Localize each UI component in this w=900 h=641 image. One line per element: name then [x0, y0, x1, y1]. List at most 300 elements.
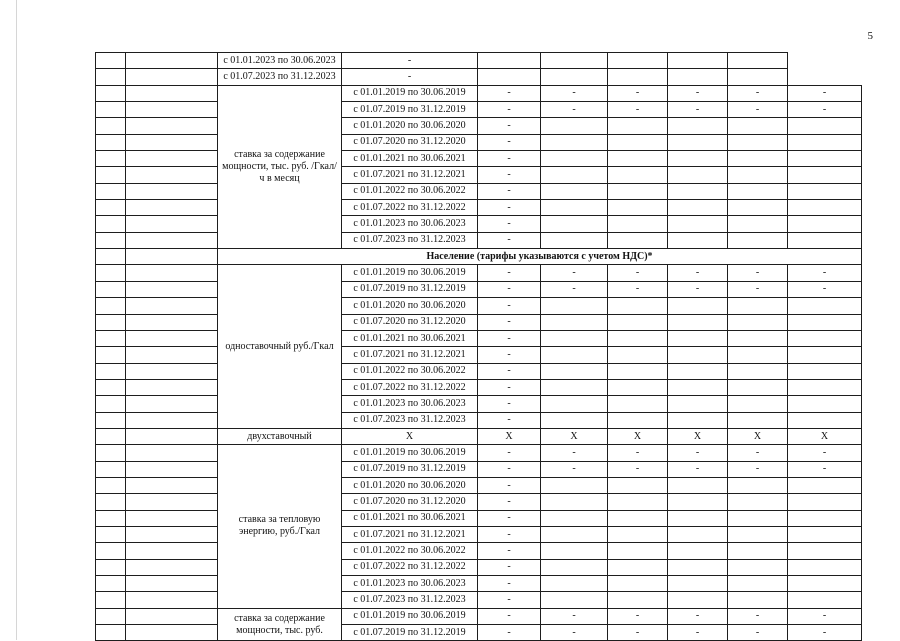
table-row: [96, 608, 862, 624]
value-cell: [608, 232, 668, 248]
organization-cell: [126, 281, 218, 297]
value-cell: [788, 183, 862, 199]
period-cell: с 01.07.2023 по 31.12.2023: [342, 232, 478, 248]
value-cell: [608, 298, 668, 314]
page-number: 5: [867, 30, 873, 42]
table-row: [96, 118, 862, 134]
table-row: [96, 134, 862, 150]
period-cell: с 01.07.2020 по 31.12.2020: [342, 314, 478, 330]
value-cell: [541, 53, 608, 69]
value-cell: [668, 167, 728, 183]
organization-cell: [126, 85, 218, 101]
organization-cell: [126, 298, 218, 314]
organization-cell: [126, 216, 218, 232]
value-cell: [478, 69, 541, 85]
value-cell: [728, 183, 788, 199]
index-cell: [96, 494, 126, 510]
table-row: [96, 445, 862, 461]
value-cell: [728, 118, 788, 134]
value-cell: [788, 576, 862, 592]
value-cell: [668, 232, 728, 248]
value-cell: [728, 412, 788, 428]
value-cell: [541, 559, 608, 575]
value-cell: -: [478, 151, 541, 167]
index-cell: [96, 379, 126, 395]
organization-cell: [126, 102, 218, 118]
organization-cell: [126, 396, 218, 412]
index-cell: [96, 53, 126, 69]
value-cell: [728, 363, 788, 379]
value-cell: -: [668, 102, 728, 118]
index-cell: [96, 510, 126, 526]
period-cell: с 01.01.2019 по 30.06.2019: [342, 608, 478, 624]
value-cell: -: [478, 134, 541, 150]
value-cell: [541, 494, 608, 510]
value-cell: -: [541, 608, 608, 624]
organization-cell: [126, 69, 218, 85]
value-cell: [788, 412, 862, 428]
index-cell: [96, 298, 126, 314]
value-cell: [608, 494, 668, 510]
value-cell: [728, 477, 788, 493]
value-cell: -: [541, 102, 608, 118]
value-cell: [728, 53, 788, 69]
period-cell: с 01.07.2021 по 31.12.2021: [342, 526, 478, 542]
value-cell: -: [478, 216, 541, 232]
value-cell: [728, 200, 788, 216]
index-cell: [96, 592, 126, 608]
value-cell: [788, 347, 862, 363]
value-cell: [608, 200, 668, 216]
value-cell: -: [788, 102, 862, 118]
value-cell: [728, 494, 788, 510]
table-row: [96, 379, 862, 395]
value-cell: -: [541, 281, 608, 297]
value-cell: -: [478, 200, 541, 216]
index-cell: [96, 167, 126, 183]
value-cell: [608, 347, 668, 363]
value-cell: -: [608, 608, 668, 624]
value-cell: [668, 592, 728, 608]
value-cell: [608, 330, 668, 346]
table-row: [96, 559, 862, 575]
value-cell: [608, 216, 668, 232]
period-cell: с 01.01.2022 по 30.06.2022: [342, 183, 478, 199]
value-cell: [788, 216, 862, 232]
value-cell: -: [478, 330, 541, 346]
value-cell: -: [478, 363, 541, 379]
organization-cell: [126, 249, 218, 265]
value-cell: [608, 151, 668, 167]
value-cell: [728, 216, 788, 232]
value-cell: -: [728, 102, 788, 118]
value-cell: [608, 363, 668, 379]
value-cell: -: [541, 461, 608, 477]
table-row: [96, 396, 862, 412]
period-cell: с 01.01.2021 по 30.06.2021: [342, 510, 478, 526]
value-cell: [788, 379, 862, 395]
table-row: [96, 510, 862, 526]
table-row: [96, 526, 862, 542]
period-cell: с 01.07.2023 по 31.12.2023: [342, 412, 478, 428]
period-cell: с 01.01.2023 по 30.06.2023: [218, 53, 342, 69]
index-cell: [96, 102, 126, 118]
table-row: [96, 576, 862, 592]
value-cell: [668, 412, 728, 428]
value-cell: [788, 494, 862, 510]
value-cell: X: [788, 428, 862, 444]
table-row: [96, 330, 862, 346]
organization-cell: [126, 510, 218, 526]
value-cell: [728, 347, 788, 363]
index-cell: [96, 232, 126, 248]
period-cell: с 01.07.2022 по 31.12.2022: [342, 379, 478, 395]
organization-cell: [126, 428, 218, 444]
period-cell: с 01.01.2020 по 30.06.2020: [342, 477, 478, 493]
value-cell: [668, 183, 728, 199]
value-cell: [541, 330, 608, 346]
value-cell: [608, 69, 668, 85]
period-cell: с 01.01.2019 по 30.06.2019: [342, 85, 478, 101]
value-cell: [608, 543, 668, 559]
value-cell: [728, 576, 788, 592]
value-cell: -: [668, 461, 728, 477]
value-cell: -: [478, 592, 541, 608]
value-cell: [668, 477, 728, 493]
organization-cell: [126, 559, 218, 575]
value-cell: -: [478, 543, 541, 559]
value-cell: [728, 167, 788, 183]
index-cell: [96, 118, 126, 134]
value-cell: [728, 69, 788, 85]
organization-cell: [126, 379, 218, 395]
section-row: [96, 249, 862, 265]
parameter-cell: ставка за тепловую энергию, руб./Гкал: [218, 445, 342, 608]
value-cell: [541, 183, 608, 199]
organization-cell: [126, 445, 218, 461]
table-row: [96, 151, 862, 167]
value-cell: [541, 200, 608, 216]
organization-cell: [126, 314, 218, 330]
value-cell: [788, 232, 862, 248]
period-cell: с 01.01.2020 по 30.06.2020: [342, 298, 478, 314]
parameter-cell: ставка за содержание мощности, тыс. руб. /Гкал/ч в месяц: [218, 85, 342, 248]
value-cell: [541, 298, 608, 314]
value-cell: [728, 298, 788, 314]
value-cell: -: [478, 167, 541, 183]
organization-cell: [126, 625, 218, 641]
table-row: [96, 412, 862, 428]
value-cell: -: [478, 608, 541, 624]
period-cell: с 01.01.2021 по 30.06.2021: [342, 330, 478, 346]
table-row: [96, 216, 862, 232]
value-cell: [728, 134, 788, 150]
table-row: [96, 53, 862, 69]
index-cell: [96, 608, 126, 624]
table-row: [96, 102, 862, 118]
value-cell: -: [478, 379, 541, 395]
value-cell: [728, 151, 788, 167]
value-cell: -: [478, 526, 541, 542]
value-cell: [668, 379, 728, 395]
value-cell: [541, 118, 608, 134]
value-cell: [478, 53, 541, 69]
value-cell: -: [608, 102, 668, 118]
tariff-table: [95, 52, 862, 641]
value-cell: [728, 559, 788, 575]
value-cell: [668, 134, 728, 150]
organization-cell: [126, 200, 218, 216]
value-cell: [728, 314, 788, 330]
value-cell: [541, 167, 608, 183]
index-cell: [96, 216, 126, 232]
value-cell: -: [788, 265, 862, 281]
period-cell: с 01.07.2021 по 31.12.2021: [342, 347, 478, 363]
value-cell: -: [478, 347, 541, 363]
value-cell: [608, 510, 668, 526]
organization-cell: [126, 183, 218, 199]
value-cell: -: [342, 69, 478, 85]
value-cell: [668, 559, 728, 575]
parameter-cell: ставка за содержание мощности, тыс. руб.: [218, 608, 342, 641]
value-cell: [541, 363, 608, 379]
value-cell: [668, 543, 728, 559]
value-cell: [541, 314, 608, 330]
parameter-cell: одноставочный руб./Гкал: [218, 265, 342, 428]
value-cell: -: [478, 625, 541, 641]
period-cell: с 01.01.2019 по 30.06.2019: [342, 265, 478, 281]
value-cell: [788, 118, 862, 134]
value-cell: -: [478, 396, 541, 412]
table-row: [96, 494, 862, 510]
value-cell: -: [541, 265, 608, 281]
organization-cell: [126, 53, 218, 69]
value-cell: [668, 200, 728, 216]
index-cell: [96, 265, 126, 281]
value-cell: -: [478, 494, 541, 510]
value-cell: -: [668, 281, 728, 297]
index-cell: [96, 543, 126, 559]
index-cell: [96, 526, 126, 542]
value-cell: -: [728, 85, 788, 101]
index-cell: [96, 281, 126, 297]
value-cell: [788, 298, 862, 314]
index-cell: [96, 183, 126, 199]
value-cell: [608, 396, 668, 412]
value-cell: [788, 526, 862, 542]
value-cell: -: [788, 85, 862, 101]
value-cell: [668, 347, 728, 363]
organization-cell: [126, 412, 218, 428]
value-cell: X: [668, 428, 728, 444]
period-cell: с 01.07.2019 по 31.12.2019: [342, 102, 478, 118]
value-cell: -: [728, 281, 788, 297]
value-cell: -: [541, 85, 608, 101]
table-row: [96, 363, 862, 379]
value-cell: [728, 379, 788, 395]
value-cell: [788, 330, 862, 346]
value-cell: [541, 576, 608, 592]
value-cell: [668, 151, 728, 167]
value-cell: [541, 347, 608, 363]
value-cell: [608, 167, 668, 183]
index-cell: [96, 330, 126, 346]
table-row: [96, 167, 862, 183]
value-cell: -: [728, 625, 788, 641]
value-cell: [541, 592, 608, 608]
value-cell: X: [728, 428, 788, 444]
index-cell: [96, 559, 126, 575]
page-edge: [16, 0, 17, 640]
value-cell: [608, 576, 668, 592]
value-cell: [541, 477, 608, 493]
value-cell: -: [478, 412, 541, 428]
value-cell: [608, 379, 668, 395]
organization-cell: [126, 347, 218, 363]
index-cell: [96, 625, 126, 641]
organization-cell: [126, 151, 218, 167]
value-cell: -: [608, 281, 668, 297]
value-cell: -: [608, 625, 668, 641]
value-cell: [608, 314, 668, 330]
index-cell: [96, 363, 126, 379]
value-cell: [541, 69, 608, 85]
organization-cell: [126, 265, 218, 281]
table-row: [96, 592, 862, 608]
value-cell: -: [478, 183, 541, 199]
value-cell: [541, 510, 608, 526]
value-cell: [788, 396, 862, 412]
organization-cell: [126, 576, 218, 592]
period-cell: с 01.07.2021 по 31.12.2021: [342, 167, 478, 183]
value-cell: [608, 559, 668, 575]
index-cell: [96, 85, 126, 101]
organization-cell: [126, 330, 218, 346]
organization-cell: [126, 608, 218, 624]
value-cell: -: [788, 608, 862, 624]
value-cell: [541, 396, 608, 412]
value-cell: [668, 576, 728, 592]
value-cell: [668, 53, 728, 69]
value-cell: [541, 543, 608, 559]
value-cell: [608, 526, 668, 542]
value-cell: [728, 396, 788, 412]
value-cell: [788, 510, 862, 526]
value-cell: -: [478, 445, 541, 461]
index-cell: [96, 396, 126, 412]
value-cell: [541, 526, 608, 542]
index-cell: [96, 347, 126, 363]
table-row: [96, 543, 862, 559]
value-cell: -: [668, 445, 728, 461]
value-cell: [541, 232, 608, 248]
value-cell: [608, 118, 668, 134]
value-cell: -: [478, 102, 541, 118]
period-cell: с 01.01.2020 по 30.06.2020: [342, 118, 478, 134]
value-cell: -: [478, 298, 541, 314]
organization-cell: [126, 494, 218, 510]
value-cell: -: [608, 85, 668, 101]
value-cell: -: [668, 625, 728, 641]
value-cell: -: [342, 53, 478, 69]
table-row: [96, 183, 862, 199]
period-cell: с 01.01.2023 по 30.06.2023: [342, 216, 478, 232]
index-cell: [96, 69, 126, 85]
value-cell: [728, 543, 788, 559]
value-cell: -: [478, 510, 541, 526]
value-cell: -: [728, 445, 788, 461]
value-cell: [788, 167, 862, 183]
period-cell: с 01.07.2020 по 31.12.2020: [342, 494, 478, 510]
value-cell: [608, 592, 668, 608]
table-row: [96, 69, 862, 85]
index-cell: [96, 200, 126, 216]
value-cell: [668, 118, 728, 134]
value-cell: -: [608, 461, 668, 477]
value-cell: [668, 298, 728, 314]
period-cell: с 01.01.2019 по 30.06.2019: [342, 445, 478, 461]
value-cell: [788, 363, 862, 379]
value-cell: -: [478, 118, 541, 134]
table-row: [96, 314, 862, 330]
index-cell: [96, 249, 126, 265]
value-cell: [541, 216, 608, 232]
organization-cell: [126, 592, 218, 608]
value-cell: -: [541, 445, 608, 461]
table-row: [96, 477, 862, 493]
table-row: [96, 281, 862, 297]
value-cell: -: [668, 608, 728, 624]
value-cell: [608, 134, 668, 150]
value-cell: X: [608, 428, 668, 444]
value-cell: [668, 69, 728, 85]
table-row: [96, 428, 862, 444]
value-cell: [541, 379, 608, 395]
value-cell: -: [478, 265, 541, 281]
period-cell: с 01.01.2022 по 30.06.2022: [342, 543, 478, 559]
value-cell: [668, 396, 728, 412]
period-cell: с 01.01.2021 по 30.06.2021: [342, 151, 478, 167]
period-cell: с 01.01.2023 по 30.06.2023: [342, 396, 478, 412]
value-cell: [668, 526, 728, 542]
value-cell: [668, 314, 728, 330]
value-cell: [788, 592, 862, 608]
value-cell: X: [478, 428, 541, 444]
value-cell: -: [608, 265, 668, 281]
value-cell: -: [668, 85, 728, 101]
value-cell: -: [478, 477, 541, 493]
value-cell: -: [728, 265, 788, 281]
value-cell: -: [728, 608, 788, 624]
period-cell: с 01.07.2020 по 31.12.2020: [342, 134, 478, 150]
value-cell: -: [788, 281, 862, 297]
table-row: [96, 347, 862, 363]
table-body: [96, 53, 862, 641]
value-cell: [788, 151, 862, 167]
index-cell: [96, 134, 126, 150]
value-cell: [608, 477, 668, 493]
value-cell: [788, 559, 862, 575]
value-cell: [788, 477, 862, 493]
value-cell: [728, 526, 788, 542]
value-cell: [541, 151, 608, 167]
value-cell: [728, 330, 788, 346]
table-row: [96, 232, 862, 248]
organization-cell: [126, 134, 218, 150]
period-cell: с 01.07.2023 по 31.12.2023: [218, 69, 342, 85]
period-cell: с 01.07.2019 по 31.12.2019: [342, 461, 478, 477]
table-row: [96, 85, 862, 101]
